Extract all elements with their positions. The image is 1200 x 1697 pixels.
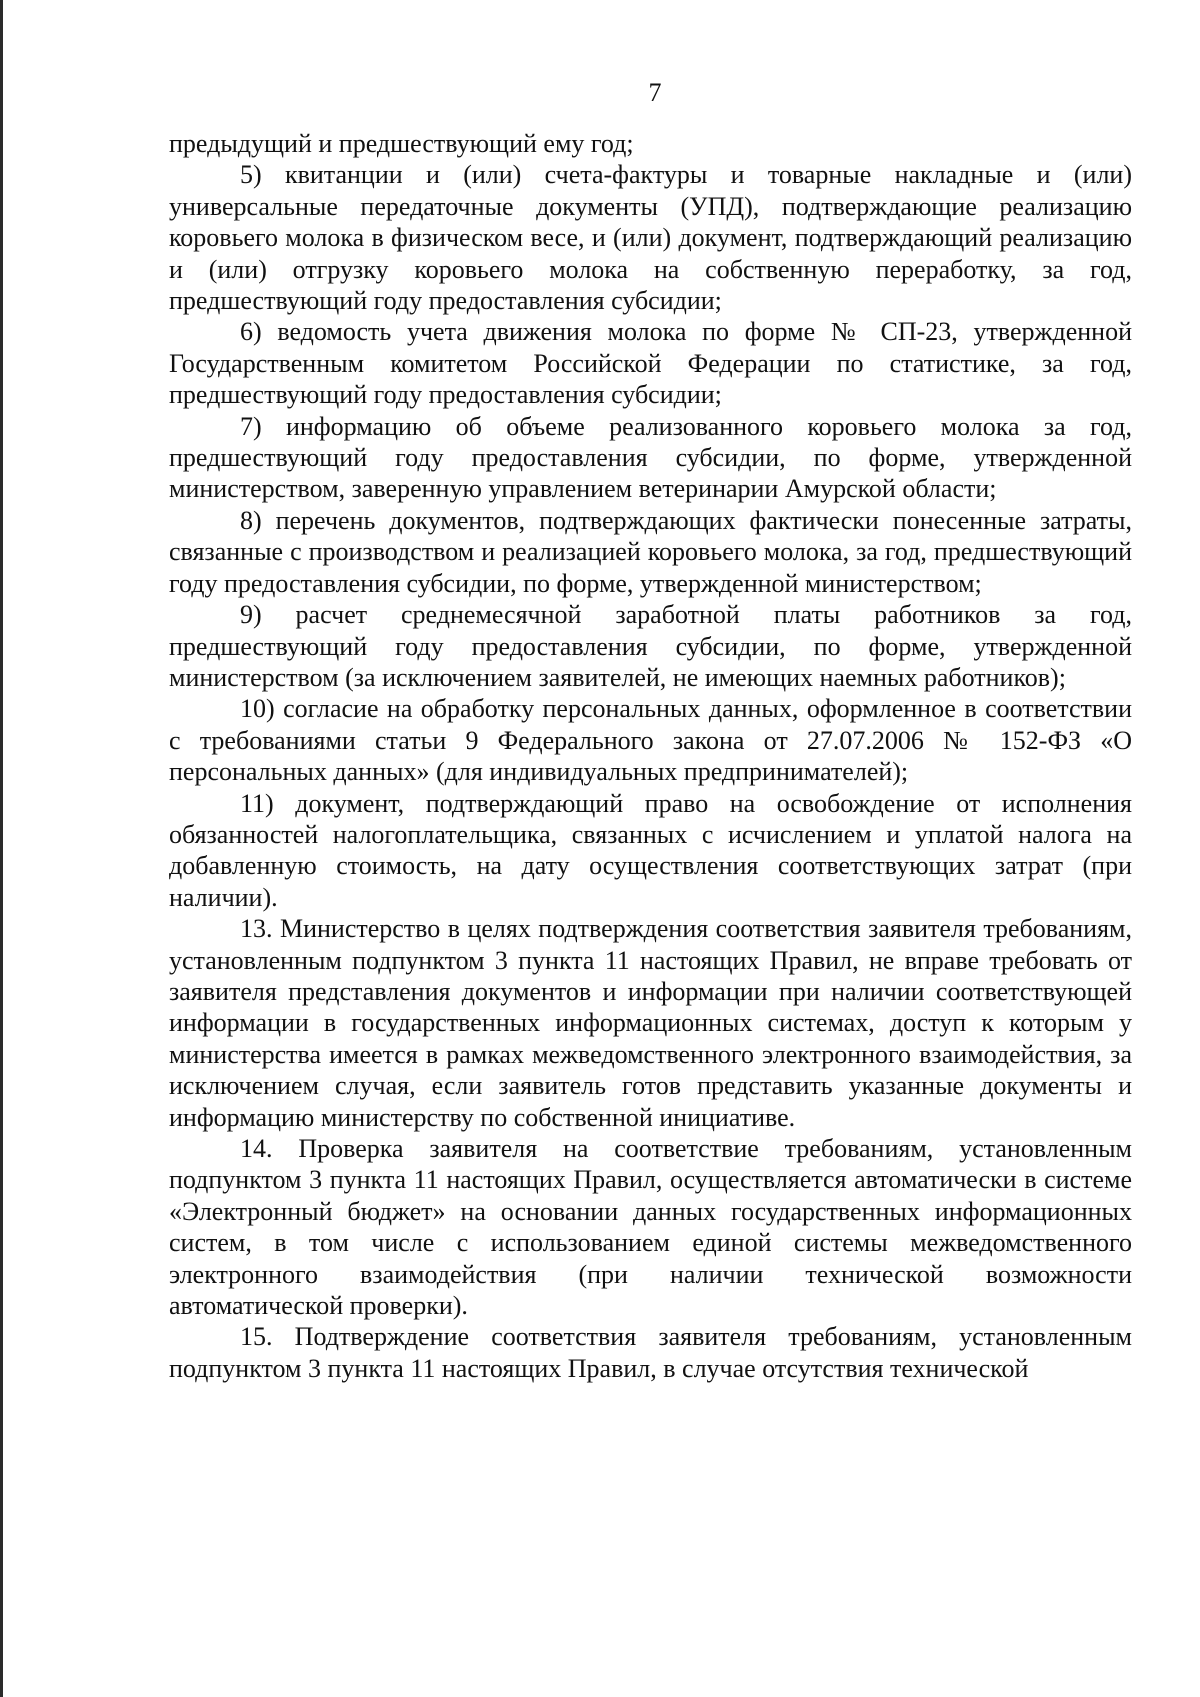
document-body [169,128,1132,1384]
paragraph-item-11: 11) документ, подтверждающий право на освобождение от исполнения обязанностей налогоплательщика, связанных с исчислением и уплатой налога на добавленную стоимость, на дату осуществления соответствующих затрат (при наличии). [169,788,1132,912]
paragraph-clause-14: 14. Проверка заявителя на соответствие требованиям, установленным подпунктом 3 пункта 11 настоящих Правил, осуществляется автоматически в системе «Электронный бюджет» на основании данных государственных информационных систем, в том числе с использованием единой системы межведомственного электронного взаимодействия (при наличии технической возможности автоматической проверки). [169,1134,1132,1321]
paragraph-clause-13: 13. Министерство в целях подтверждения соответствия заявителя требованиям, установленным подпунктом 3 пункта 11 настоящих Правил, не вправе требовать от заявителя представления документов и информации при наличии соответствующей информации в государственных информационных системах, доступ к которым у министерства имеется в рамках межведомственного электронного взаимодействия, за исключением случая, если заявитель готов представить указанные документы и информацию министерству по собственной инициативе. [169,914,1132,1132]
paragraph-continuation: предыдущий и предшествующий ему год; [169,129,634,158]
paragraph-item-5: 5) квитанции и (или) счета-фактуры и товарные накладные и (или) универсальные передаточные документы (УПД), подтверждающие реализацию коровьего молока в физическом весе, и (или) документ, подтверждающий реализацию и (или) отгрузку коровьего молока на собственную переработку, за год, предшествующий году предоставления субсидии; [169,160,1132,316]
paragraph-item-7: 7) информацию об объеме реализованного коровьего молока за год, предшествующий году предоставления субсидии, по форме, утвержденной министерством, заверенную управлением ветеринарии Амурской области; [169,411,1132,504]
paragraph-item-9: 9) расчет среднемесячной заработной платы работников за год, предшествующий году предоставления субсидии, по форме, утвержденной министерством (за исключением заявителей, не имеющих наемных работников); [169,600,1132,692]
paragraph-item-6: 6) ведомость учета движения молока по форме № СП-23, утвержденной Государственным комитетом Российской Федерации по статистике, за год, предшествующий году предоставления субсидии; [169,317,1132,410]
paragraph-item-8: 8) перечень документов, подтверждающих фактически понесенные затраты, связанные с производством и реализацией коровьего молока, за год, предшествующий году предоставления субсидии, по форме, утвержденной министерством; [169,505,1132,598]
paragraph-item-10: 10) согласие на обработку персональных данных, оформленное в соответствии с требованиями статьи 9 Федерального закона от 27.07.2006 № 152-ФЗ «О персональных данных» (для индивидуальных предпринимателей); [169,694,1132,787]
scan-edge-line [0,0,3,1697]
paragraph-clause-15: 15. Подтверждение соответствия заявителя требованиям, установленным подпунктом 3 пункта 11 настоящих Правил, в случае отсутствия технической [169,1322,1132,1383]
page-number: 7 [648,78,662,107]
